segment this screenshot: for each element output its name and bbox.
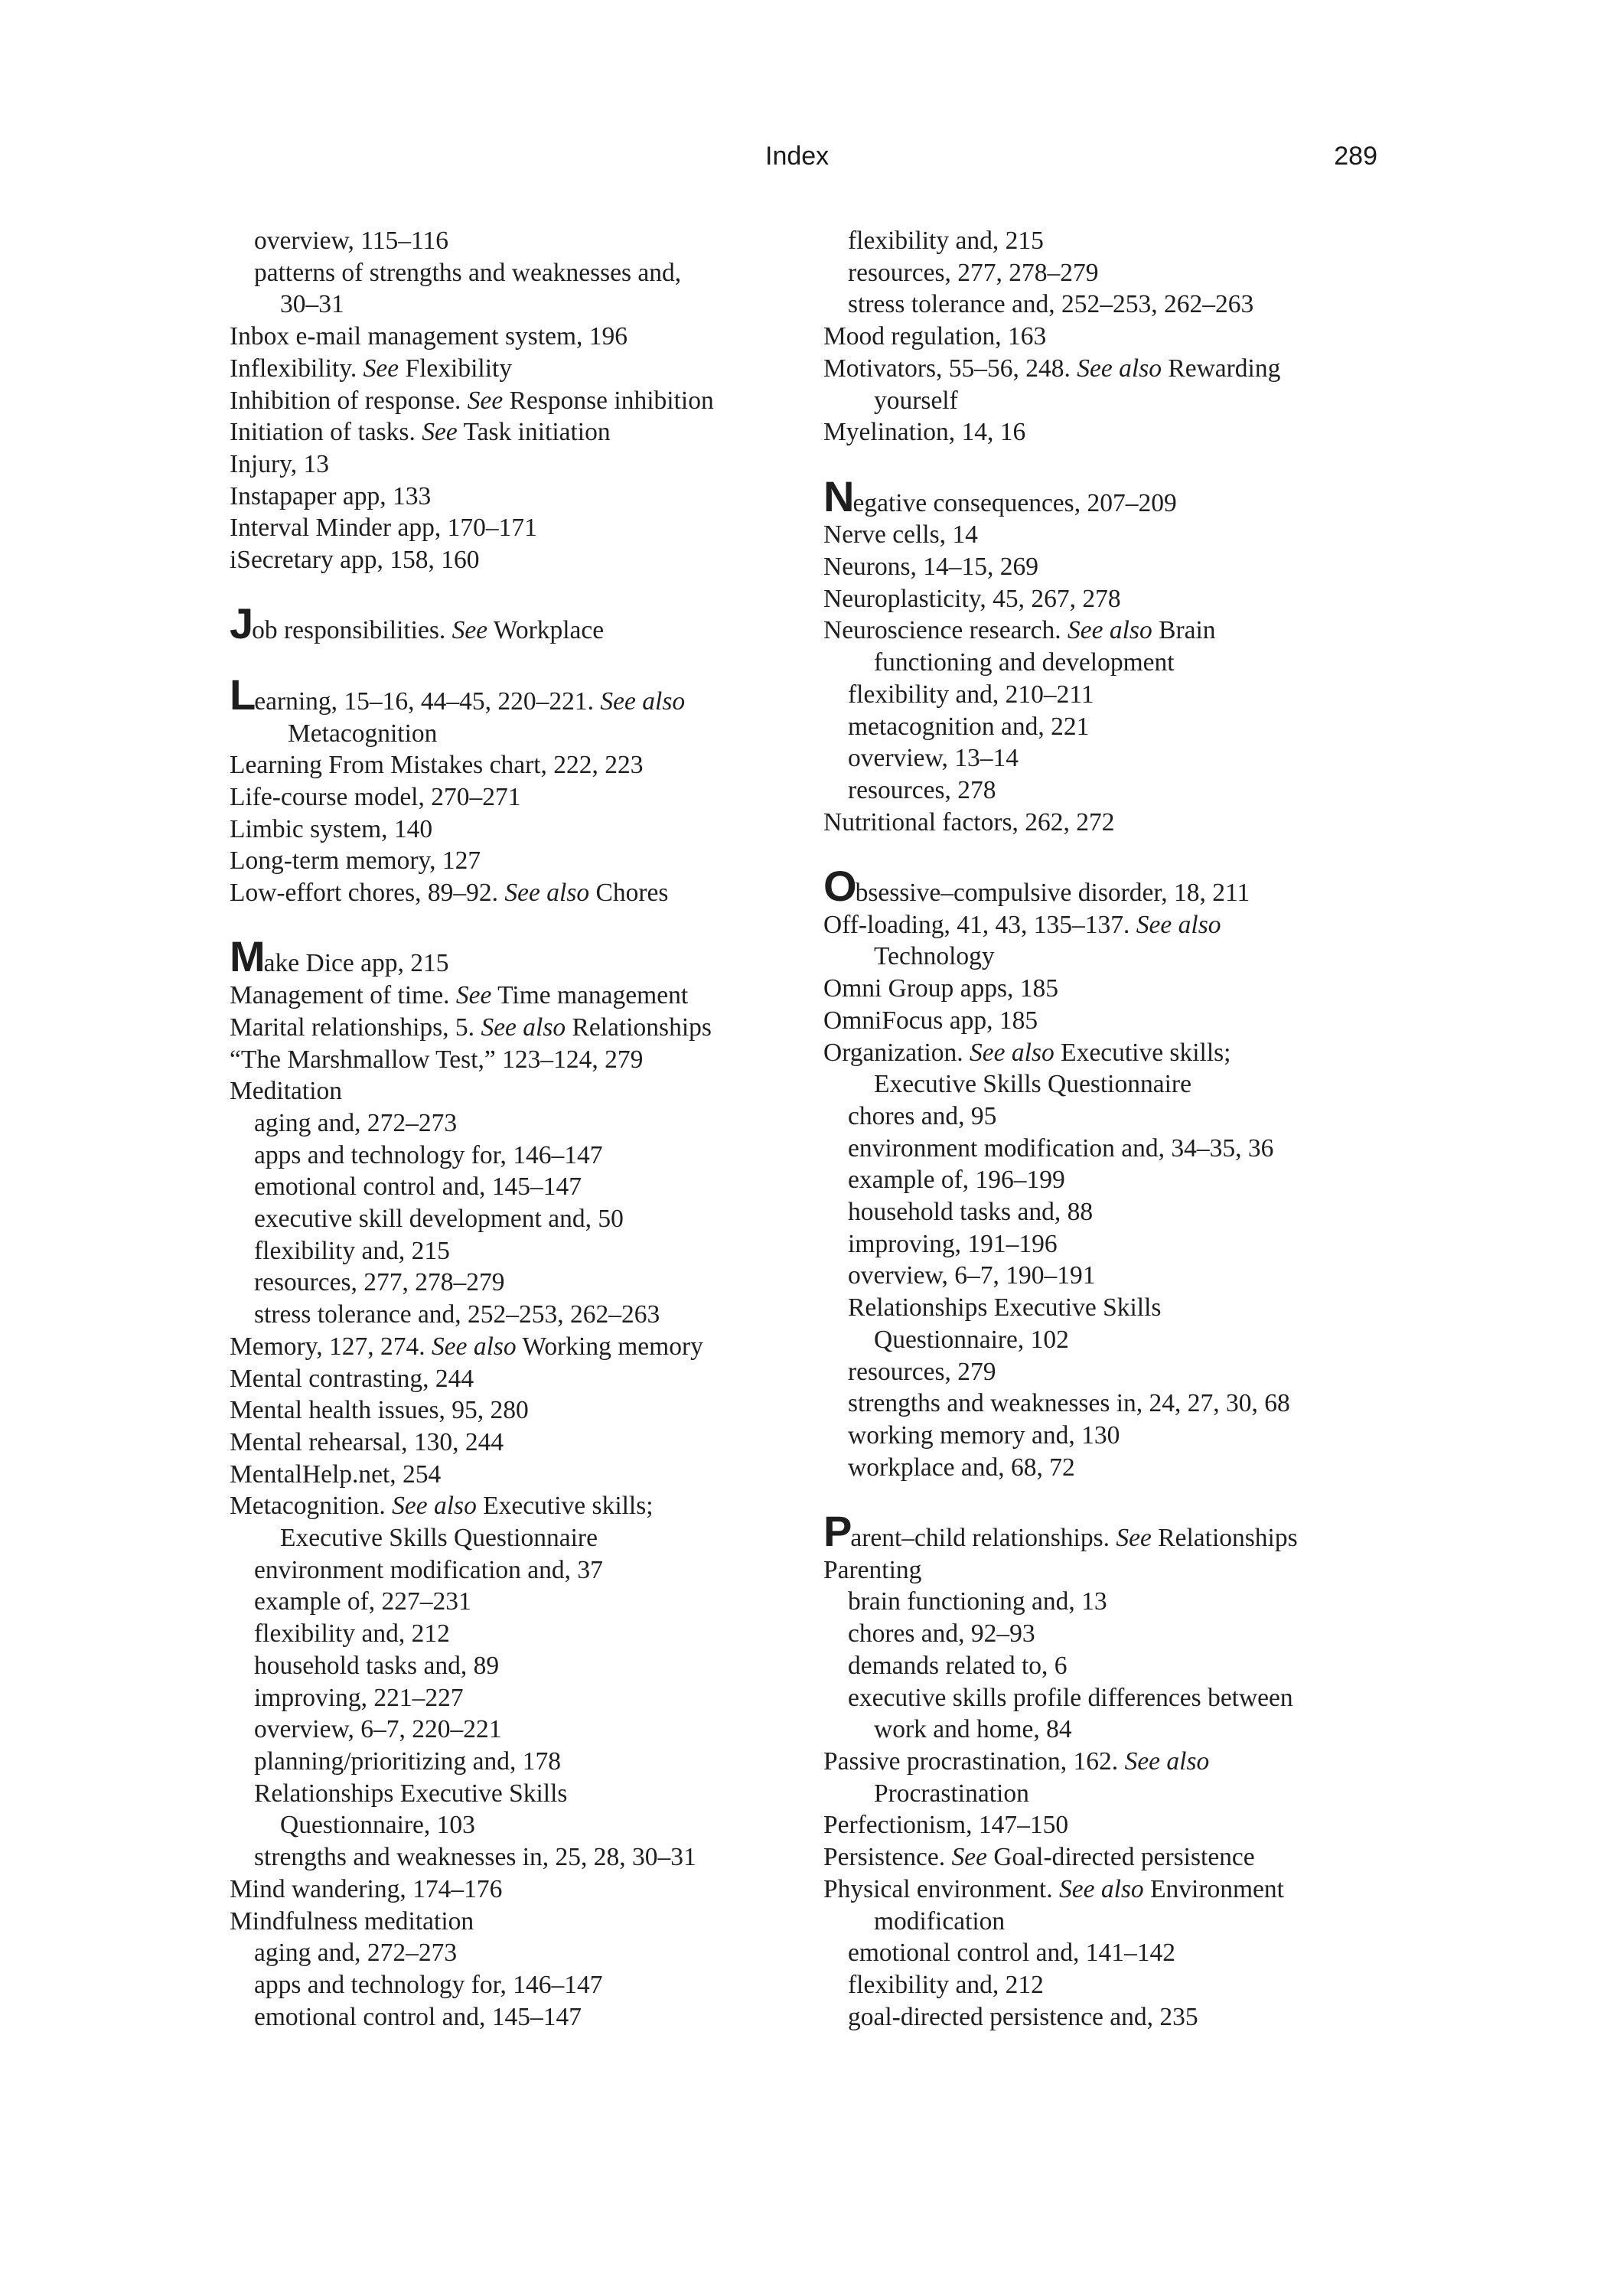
- cross-reference-label: See also: [1136, 910, 1221, 939]
- cross-reference-label: See also: [600, 687, 686, 716]
- index-subentry: [823, 742, 1390, 775]
- index-subentry: [823, 775, 1390, 807]
- section-initial-letter: P: [823, 1507, 851, 1556]
- index-subentry: [823, 257, 1390, 289]
- entry-text: stress tolerance and, 252–253, 262–263: [848, 290, 1254, 319]
- index-subentry: [230, 1140, 796, 1172]
- entry-text: metacognition and, 221: [848, 712, 1090, 741]
- index-subentry: [823, 1068, 1390, 1101]
- entry-text: Memory, 127, 274.: [230, 1332, 432, 1361]
- index-entry: [230, 877, 796, 909]
- entry-text: flexibility and, 215: [254, 1236, 450, 1265]
- cross-reference-label: See: [451, 616, 488, 645]
- letter-group-gap: [230, 909, 796, 941]
- index-entry: [230, 814, 796, 846]
- entry-text: bsessive–compulsive disorder, 18, 211: [855, 879, 1250, 908]
- entry-text: resources, 279: [848, 1357, 996, 1386]
- index-subentry: [823, 1164, 1390, 1196]
- entry-text: Parenting: [823, 1555, 922, 1584]
- index-entry: [230, 1459, 796, 1491]
- letter-group-gap: [823, 838, 1390, 870]
- entry-text: Off-loading, 41, 43, 135–137.: [823, 910, 1136, 939]
- entry-text: Time management: [491, 981, 689, 1010]
- index-entry: [230, 1490, 796, 1522]
- index-entry: [823, 862, 1390, 911]
- index-entry: [230, 1874, 796, 1906]
- entry-text: goal-directed persistence and, 235: [848, 2002, 1198, 2031]
- cross-reference-label: See also: [1068, 616, 1152, 645]
- index-subentry: [230, 1778, 796, 1810]
- section-initial-letter: M: [230, 932, 264, 981]
- entry-text: Neuroplasticity, 45, 267, 278: [823, 584, 1121, 613]
- index-subentry: [230, 1746, 796, 1778]
- entry-text: Life-course model, 270–271: [230, 782, 521, 811]
- index-column-left: [230, 225, 796, 2033]
- index-subentry: [230, 289, 796, 321]
- entry-text: Neurons, 14–15, 269: [823, 553, 1039, 582]
- index-subentry: [230, 1235, 796, 1267]
- entry-text: Executive Skills Questionnaire: [280, 1524, 598, 1553]
- entry-text: flexibility and, 215: [848, 227, 1044, 255]
- entry-text: household tasks and, 89: [254, 1651, 500, 1680]
- index-subentry: [230, 1586, 796, 1618]
- entry-text: Relationships: [1151, 1524, 1298, 1553]
- entry-text: emotional control and, 145–147: [254, 1172, 582, 1202]
- index-entry: [823, 1037, 1390, 1069]
- index-entry: [823, 973, 1390, 1005]
- index-entry: [230, 670, 796, 719]
- entry-text: strengths and weaknesses in, 24, 27, 30, 68: [848, 1389, 1290, 1418]
- entry-text: Initiation of tasks.: [230, 418, 422, 447]
- index-entry: [823, 583, 1390, 615]
- entry-text: Mindfulness meditation: [230, 1906, 474, 1936]
- index-subentry: [230, 1969, 796, 2001]
- entry-text: Executive Skills Questionnaire: [874, 1070, 1191, 1099]
- entry-text: chores and, 92–93: [848, 1619, 1035, 1649]
- entry-text: “The Marshmallow Test,” 123–124, 279: [230, 1045, 644, 1074]
- entry-text: strengths and weaknesses in, 25, 28, 30–31: [254, 1843, 696, 1872]
- index-entry: [823, 807, 1390, 839]
- entry-text: apps and technology for, 146–147: [254, 1970, 603, 1999]
- index-subentry: [823, 225, 1390, 257]
- entry-text: iSecretary app, 158, 160: [230, 546, 480, 575]
- entry-text: example of, 227–231: [254, 1587, 471, 1616]
- entry-text: flexibility and, 212: [254, 1619, 450, 1649]
- index-entry: [823, 1874, 1390, 1906]
- entry-text: Interval Minder app, 170–171: [230, 514, 537, 543]
- entry-text: overview, 115–116: [254, 227, 448, 255]
- index-subentry: [823, 1650, 1390, 1682]
- index-entry: [823, 1554, 1390, 1587]
- index-entry: [823, 1809, 1390, 1841]
- entry-text: chores and, 95: [848, 1101, 997, 1130]
- entry-text: example of, 196–199: [848, 1166, 1065, 1195]
- entry-text: Executive skills;: [476, 1492, 654, 1521]
- entry-text: improving, 191–196: [848, 1229, 1058, 1258]
- entry-text: Persistence.: [823, 1843, 952, 1872]
- entry-text: Environment: [1143, 1874, 1284, 1903]
- entry-text: emotional control and, 145–147: [254, 2002, 582, 2031]
- index-subentry: [823, 1778, 1390, 1810]
- entry-text: Procrastination: [874, 1779, 1029, 1808]
- index-subentry: [823, 1420, 1390, 1452]
- cross-reference-label: See: [363, 354, 399, 383]
- index-entry: [823, 551, 1390, 583]
- entry-text: stress tolerance and, 252–253, 262–263: [254, 1300, 660, 1329]
- index-entry: [230, 781, 796, 814]
- entry-text: Technology: [874, 942, 995, 971]
- index-subentry: [823, 1356, 1390, 1388]
- index-subentry: [823, 2001, 1390, 2033]
- entry-text: flexibility and, 210–211: [848, 680, 1094, 709]
- entry-text: Inflexibility.: [230, 354, 363, 383]
- index-entry: [230, 544, 796, 576]
- page-number: 289: [1334, 142, 1377, 171]
- entry-text: Chores: [589, 879, 669, 908]
- entry-text: Passive procrastination, 162.: [823, 1747, 1125, 1776]
- index-subentry: [823, 289, 1390, 321]
- index-subentry: [230, 1267, 796, 1299]
- index-entry: [823, 1507, 1390, 1556]
- entry-text: environment modification and, 37: [254, 1555, 603, 1584]
- entry-text: OmniFocus app, 185: [823, 1006, 1038, 1035]
- entry-text: brain functioning and, 13: [848, 1587, 1107, 1616]
- index-subentry: [230, 1554, 796, 1587]
- index-entry: [230, 1012, 796, 1044]
- index-subentry: [823, 385, 1390, 417]
- index-subentry: [230, 1714, 796, 1746]
- index-subentry: [230, 1618, 796, 1650]
- index-entry: [823, 615, 1390, 647]
- entry-text: Metacognition.: [230, 1492, 393, 1521]
- entry-text: Neuroscience research.: [823, 616, 1068, 645]
- index-entry: [823, 353, 1390, 385]
- entry-text: Relationships Executive Skills: [848, 1293, 1162, 1322]
- entry-text: resources, 277, 278–279: [254, 1268, 505, 1297]
- section-initial-letter: L: [230, 670, 255, 719]
- index-subentry: [230, 1171, 796, 1203]
- entry-text: resources, 278: [848, 775, 996, 804]
- index-entry: [230, 980, 796, 1012]
- entry-text: Relationships Executive Skills: [254, 1779, 568, 1808]
- index-subentry: [823, 679, 1390, 711]
- entry-text: Low-effort chores, 89–92.: [230, 879, 505, 908]
- entry-text: Executive skills;: [1054, 1038, 1231, 1067]
- index-subentry: [230, 1107, 796, 1140]
- index-subentry: [823, 1682, 1390, 1714]
- entry-text: Instapaper app, 133: [230, 481, 432, 510]
- entry-text: executive skill development and, 50: [254, 1205, 624, 1234]
- letter-group-gap: [823, 448, 1390, 481]
- index-entry: [823, 519, 1390, 551]
- index-subentry: [230, 1203, 796, 1235]
- cross-reference-label: See: [422, 418, 458, 447]
- entry-text: apps and technology for, 146–147: [254, 1140, 603, 1169]
- entry-text: Marital relationships, 5.: [230, 1013, 481, 1042]
- index-subentry: [823, 1452, 1390, 1484]
- entry-text: Response inhibition: [503, 386, 714, 415]
- index-entry: [230, 448, 796, 481]
- index-entry: [823, 1841, 1390, 1874]
- entry-text: functioning and development: [874, 648, 1175, 677]
- entry-text: Perfectionism, 147–150: [823, 1811, 1069, 1840]
- entry-text: ob responsibilities.: [252, 616, 452, 645]
- cross-reference-label: See also: [1058, 1874, 1144, 1903]
- cross-reference-label: See: [455, 981, 492, 1010]
- entry-text: Questionnaire, 102: [874, 1325, 1069, 1354]
- entry-text: Relationships: [566, 1013, 712, 1042]
- entry-text: resources, 277, 278–279: [848, 258, 1099, 287]
- index-entry: [230, 512, 796, 544]
- entry-text: aging and, 272–273: [254, 1939, 458, 1968]
- entry-text: improving, 221–227: [254, 1683, 464, 1712]
- entry-text: Meditation: [230, 1077, 343, 1106]
- index-subentry: [230, 225, 796, 257]
- entry-text: Motivators, 55–56, 248.: [823, 354, 1077, 383]
- index-subentry: [230, 1841, 796, 1874]
- entry-text: Inbox e-mail management system, 196: [230, 322, 628, 351]
- letter-group-gap: [230, 647, 796, 679]
- entry-text: Questionnaire, 103: [280, 1811, 475, 1840]
- entry-text: Goal-directed persistence: [986, 1843, 1255, 1872]
- index-subentry: [823, 941, 1390, 973]
- entry-text: Mental contrasting, 244: [230, 1364, 474, 1393]
- cross-reference-label: See also: [970, 1038, 1054, 1067]
- entry-text: Nutritional factors, 262, 272: [823, 807, 1115, 837]
- index-entry: [230, 1075, 796, 1107]
- letter-group-gap: [230, 576, 796, 608]
- index-entry: [823, 1005, 1390, 1037]
- letter-group-gap: [823, 1483, 1390, 1515]
- entry-text: MentalHelp.net, 254: [230, 1459, 442, 1489]
- index-subentry: [823, 1133, 1390, 1165]
- entry-text: flexibility and, 212: [848, 1970, 1044, 1999]
- index-entry: [230, 932, 796, 981]
- entry-text: overview, 6–7, 220–221: [254, 1715, 502, 1744]
- index-entry: [823, 471, 1390, 520]
- entry-text: household tasks and, 88: [848, 1198, 1094, 1227]
- entry-text: patterns of strengths and weaknesses and,: [254, 258, 682, 287]
- cross-reference-label: See also: [1077, 354, 1162, 383]
- cross-reference-label: See: [1116, 1524, 1152, 1553]
- running-header-title: Index: [765, 142, 830, 171]
- cross-reference-label: See also: [392, 1492, 477, 1521]
- cross-reference-label: See: [951, 1843, 987, 1872]
- entry-text: Physical environment.: [823, 1874, 1059, 1903]
- entry-text: environment modification and, 34–35, 36: [848, 1133, 1274, 1163]
- entry-text: Rewarding: [1162, 354, 1281, 383]
- entry-text: modification: [874, 1906, 1006, 1936]
- index-entry: [230, 1394, 796, 1427]
- index-entry: [230, 1044, 796, 1076]
- index-entry: [230, 1906, 796, 1938]
- index-subentry: [230, 1682, 796, 1714]
- entry-text: Mental rehearsal, 130, 244: [230, 1427, 504, 1456]
- entry-text: workplace and, 68, 72: [848, 1453, 1075, 1482]
- entry-text: Nerve cells, 14: [823, 520, 978, 550]
- entry-text: Flexibility: [399, 354, 513, 383]
- index-subentry: [823, 647, 1390, 679]
- entry-text: Omni Group apps, 185: [823, 974, 1059, 1003]
- entry-text: Inhibition of response.: [230, 386, 468, 415]
- entry-text: demands related to, 6: [848, 1651, 1068, 1680]
- entry-text: Learning From Mistakes chart, 222, 223: [230, 751, 644, 780]
- entry-text: egative consequences, 207–209: [852, 488, 1177, 517]
- entry-text: Limbic system, 140: [230, 814, 433, 843]
- entry-text: overview, 13–14: [848, 744, 1019, 773]
- index-entry: [230, 385, 796, 417]
- entry-text: work and home, 84: [874, 1715, 1072, 1744]
- index-entry: [230, 845, 796, 877]
- index-subentry: [823, 1618, 1390, 1650]
- cross-reference-label: See also: [504, 879, 590, 908]
- index-subentry: [230, 257, 796, 289]
- index-subentry: [230, 1650, 796, 1682]
- index-subentry: [230, 718, 796, 750]
- index-entry: [823, 909, 1390, 941]
- index-entry: [230, 321, 796, 353]
- index-subentry: [230, 1809, 796, 1841]
- entry-text: Organization.: [823, 1038, 970, 1067]
- cross-reference-label: See also: [481, 1013, 566, 1042]
- index-entry: [230, 749, 796, 781]
- index-entry: [230, 353, 796, 385]
- entry-text: executive skills profile differences between: [848, 1683, 1293, 1712]
- entry-text: earning, 15–16, 44–45, 220–221.: [254, 687, 601, 716]
- entry-text: Injury, 13: [230, 449, 329, 478]
- entry-text: Myelination, 14, 16: [823, 418, 1026, 447]
- index-subentry: [823, 1714, 1390, 1746]
- index-subentry: [823, 1906, 1390, 1938]
- index-subentry: [823, 1101, 1390, 1133]
- entry-text: Metacognition: [288, 719, 438, 748]
- entry-text: Brain: [1152, 616, 1216, 645]
- entry-text: planning/prioritizing and, 178: [254, 1747, 562, 1776]
- index-subentry: [823, 1196, 1390, 1228]
- index-subentry: [823, 1937, 1390, 1969]
- cross-reference-label: See also: [1124, 1747, 1210, 1776]
- section-initial-letter: N: [823, 471, 853, 520]
- index-entry: [230, 481, 796, 513]
- section-initial-letter: J: [230, 599, 253, 648]
- index-subentry: [230, 1937, 796, 1969]
- entry-text: Mood regulation, 163: [823, 322, 1047, 351]
- cross-reference-label: See: [467, 386, 504, 415]
- index-entry: [230, 1363, 796, 1395]
- entry-text: Workplace: [487, 616, 605, 645]
- index-subentry: [230, 1299, 796, 1331]
- entry-text: Long-term memory, 127: [230, 846, 481, 876]
- entry-text: 30–31: [280, 290, 344, 319]
- index-entry: [230, 599, 796, 648]
- index-entry: [823, 321, 1390, 353]
- index-entry: [230, 1427, 796, 1459]
- entry-text: aging and, 272–273: [254, 1108, 458, 1137]
- index-entry: [823, 1746, 1390, 1778]
- index-entry: [823, 416, 1390, 448]
- index-column-right: [823, 225, 1390, 2033]
- running-header: [230, 135, 1377, 178]
- index-subentry: [230, 1522, 796, 1554]
- index-subentry: [823, 1292, 1390, 1324]
- entry-text: emotional control and, 141–142: [848, 1939, 1175, 1968]
- entry-text: Task initiation: [457, 418, 611, 447]
- index-subentry: [230, 2001, 796, 2033]
- index-subentry: [823, 1228, 1390, 1261]
- entry-text: overview, 6–7, 190–191: [848, 1261, 1096, 1290]
- entry-text: Mind wandering, 174–176: [230, 1874, 503, 1903]
- cross-reference-label: See also: [431, 1332, 517, 1361]
- entry-text: Management of time.: [230, 981, 456, 1010]
- index-entry: [230, 1331, 796, 1363]
- entry-text: working memory and, 130: [848, 1420, 1120, 1450]
- index-subentry: [823, 1324, 1390, 1356]
- index-entry: [230, 416, 796, 448]
- entry-text: arent–child relationships.: [850, 1524, 1116, 1553]
- entry-text: Working memory: [516, 1332, 703, 1361]
- section-initial-letter: O: [823, 862, 856, 911]
- entry-text: yourself: [874, 386, 958, 415]
- index-subentry: [823, 711, 1390, 743]
- entry-text: Mental health issues, 95, 280: [230, 1396, 529, 1425]
- entry-text: ake Dice app, 215: [263, 949, 449, 978]
- index-subentry: [823, 1586, 1390, 1618]
- index-subentry: [823, 1969, 1390, 2001]
- index-subentry: [823, 1388, 1390, 1420]
- index-subentry: [823, 1260, 1390, 1292]
